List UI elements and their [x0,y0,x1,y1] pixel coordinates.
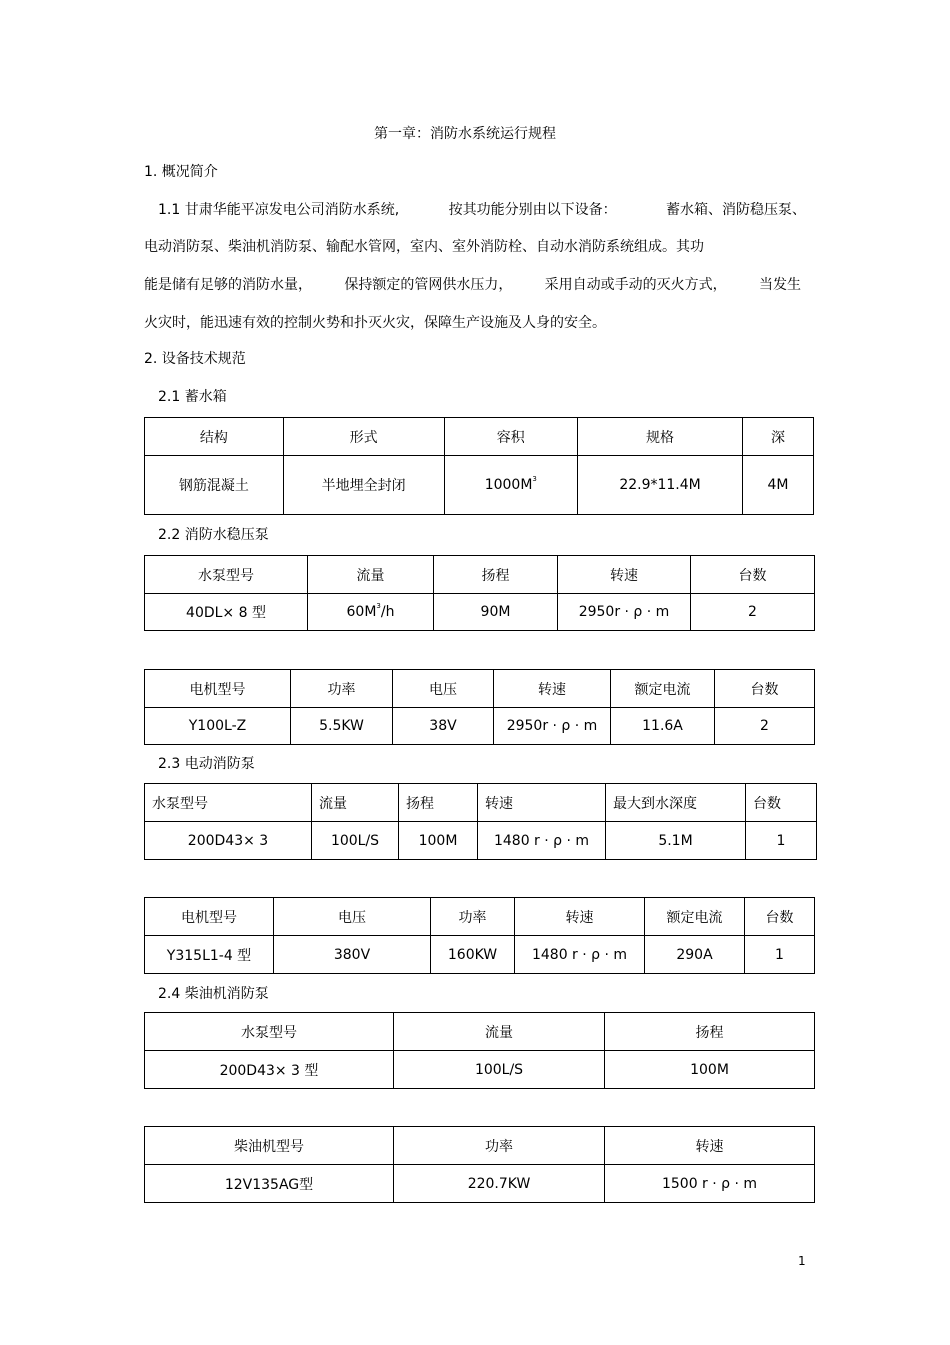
cell: 100L/S [312,822,399,860]
cell: 1500 r · ρ · m [605,1165,815,1203]
electric-pump-table [144,783,817,860]
header-cell: 电压 [274,898,431,936]
cell: 160KW [431,936,515,974]
header-cell: 扬程 [399,784,478,822]
header-cell: 扬程 [434,556,558,594]
header-cell: 流量 [312,784,399,822]
header-cell: 台数 [715,670,815,708]
header-cell: 功率 [291,670,393,708]
table-row [145,708,815,745]
page-title: 第一章：消防水系统运行规程 [374,126,556,142]
header-cell: 额定电流 [645,898,745,936]
header-cell: 台数 [745,898,815,936]
header-cell: 水泵型号 [145,784,312,822]
cell: 1 [745,936,815,974]
cell: 2 [715,708,815,745]
table-row [145,936,815,974]
cell: 1 [746,822,817,860]
header-cell: 台数 [746,784,817,822]
header-cell: 形式 [283,418,444,456]
cell: 22.9*11.4M [578,456,743,515]
superscript: 3 [532,475,537,483]
water-tank-table [144,417,814,515]
cell: 1480 r · ρ · m [515,936,645,974]
intro-line-1 [144,203,806,217]
cell: 2950r · ρ · m [558,594,691,631]
table-header-row [145,898,815,936]
table-header-row [145,1013,815,1051]
cell: 290A [645,936,745,974]
intro-line-4: 火灾时，能迅速有效的控制火势和扑灭火灾，保障生产设施及人身的安全。 [144,315,606,331]
header-cell: 深 [742,418,813,456]
stabilizer-pump-table [144,555,815,631]
intro-text: 当发生 [758,277,801,293]
cell: Y100L-Z [145,708,291,745]
header-cell: 电压 [393,670,494,708]
header-cell: 台数 [691,556,815,594]
cell: 5.5KW [291,708,393,745]
table-row [145,456,814,515]
header-cell: 电机型号 [145,898,274,936]
table-header-row [145,670,815,708]
header-cell: 额定电流 [611,670,715,708]
cell [444,456,578,515]
header-cell: 结构 [145,418,284,456]
header-cell: 规格 [578,418,743,456]
cell: 40DL× 8 型 [145,594,308,631]
header-cell: 功率 [431,898,515,936]
cell: 100M [605,1051,815,1089]
stabilizer-motor-table [144,669,815,745]
table-row [145,1051,815,1089]
table-header-row [145,418,814,456]
section-2-heading: 2. 设备技术规范 [144,351,246,367]
header-cell: 功率 [394,1127,605,1165]
cell: 4M [742,456,813,515]
header-cell: 流量 [308,556,434,594]
diesel-engine-table [144,1126,815,1203]
header-cell: 水泵型号 [145,1013,394,1051]
cell: 12V135AG型 [145,1165,394,1203]
cell [308,594,434,631]
section-2-2-heading: 2.2 消防水稳压泵 [158,527,269,543]
table-row [145,822,817,860]
cell: 90M [434,594,558,631]
cell: 1480 r · ρ · m [478,822,606,860]
cell: 100M [399,822,478,860]
header-cell: 转速 [515,898,645,936]
cell: 钢筋混凝土 [145,456,284,515]
header-cell: 柴油机型号 [145,1127,394,1165]
table-row [145,1165,815,1203]
header-cell: 容积 [444,418,578,456]
electric-motor-table [144,897,815,974]
header-cell: 电机型号 [145,670,291,708]
intro-text: 能是储有足够的消防水量， [144,277,312,293]
cell: 220.7KW [394,1165,605,1203]
cell: 200D43× 3 [145,822,312,860]
intro-text: 按其功能分别由以下设备： [448,202,617,218]
header-cell: 转速 [605,1127,815,1165]
intro-text: 蓄水箱、消防稳压泵、 [665,202,806,218]
cell: 38V [393,708,494,745]
header-cell: 扬程 [605,1013,815,1051]
cell: 半地埋全封闭 [283,456,444,515]
diesel-pump-table [144,1012,815,1089]
cell-value: 1000M [484,477,533,493]
cell-unit: /h [380,604,395,620]
header-cell: 最大到水深度 [606,784,746,822]
table-header-row [145,784,817,822]
intro-line-2: 电动消防泵、柴油机消防泵、输配水管网，室内、室外消防栓、自动水消防系统组成。其功 [144,239,704,255]
section-2-3-heading: 2.3 电动消防泵 [158,756,255,772]
cell: Y315L1-4 型 [145,936,274,974]
table-header-row [145,556,815,594]
cell: 11.6A [611,708,715,745]
header-cell: 转速 [478,784,606,822]
header-cell: 水泵型号 [145,556,308,594]
cell: 5.1M [606,822,746,860]
page-number: 1 [798,1254,806,1268]
cell: 100L/S [394,1051,605,1089]
cell: 200D43× 3 型 [145,1051,394,1089]
cell: 2 [691,594,815,631]
table-header-row [145,1127,815,1165]
intro-text: 采用自动或手动的灭火方式， [544,277,727,293]
section-2-1-heading: 2.1 蓄水箱 [158,389,227,405]
intro-text: 保持额定的管网供水压力， [344,277,513,293]
cell: 2950r · ρ · m [494,708,611,745]
superscript: 3 [376,602,381,610]
header-cell: 流量 [394,1013,605,1051]
header-cell: 转速 [494,670,611,708]
section-2-4-heading: 2.4 柴油机消防泵 [158,986,269,1002]
intro-line-3 [144,278,801,292]
header-cell: 转速 [558,556,691,594]
cell-value: 60M [346,604,377,620]
section-1-heading: 1. 概况简介 [144,164,218,180]
table-row [145,594,815,631]
intro-text: 1.1 甘肃华能平凉发电公司消防水系统, [158,202,400,218]
cell: 380V [274,936,431,974]
